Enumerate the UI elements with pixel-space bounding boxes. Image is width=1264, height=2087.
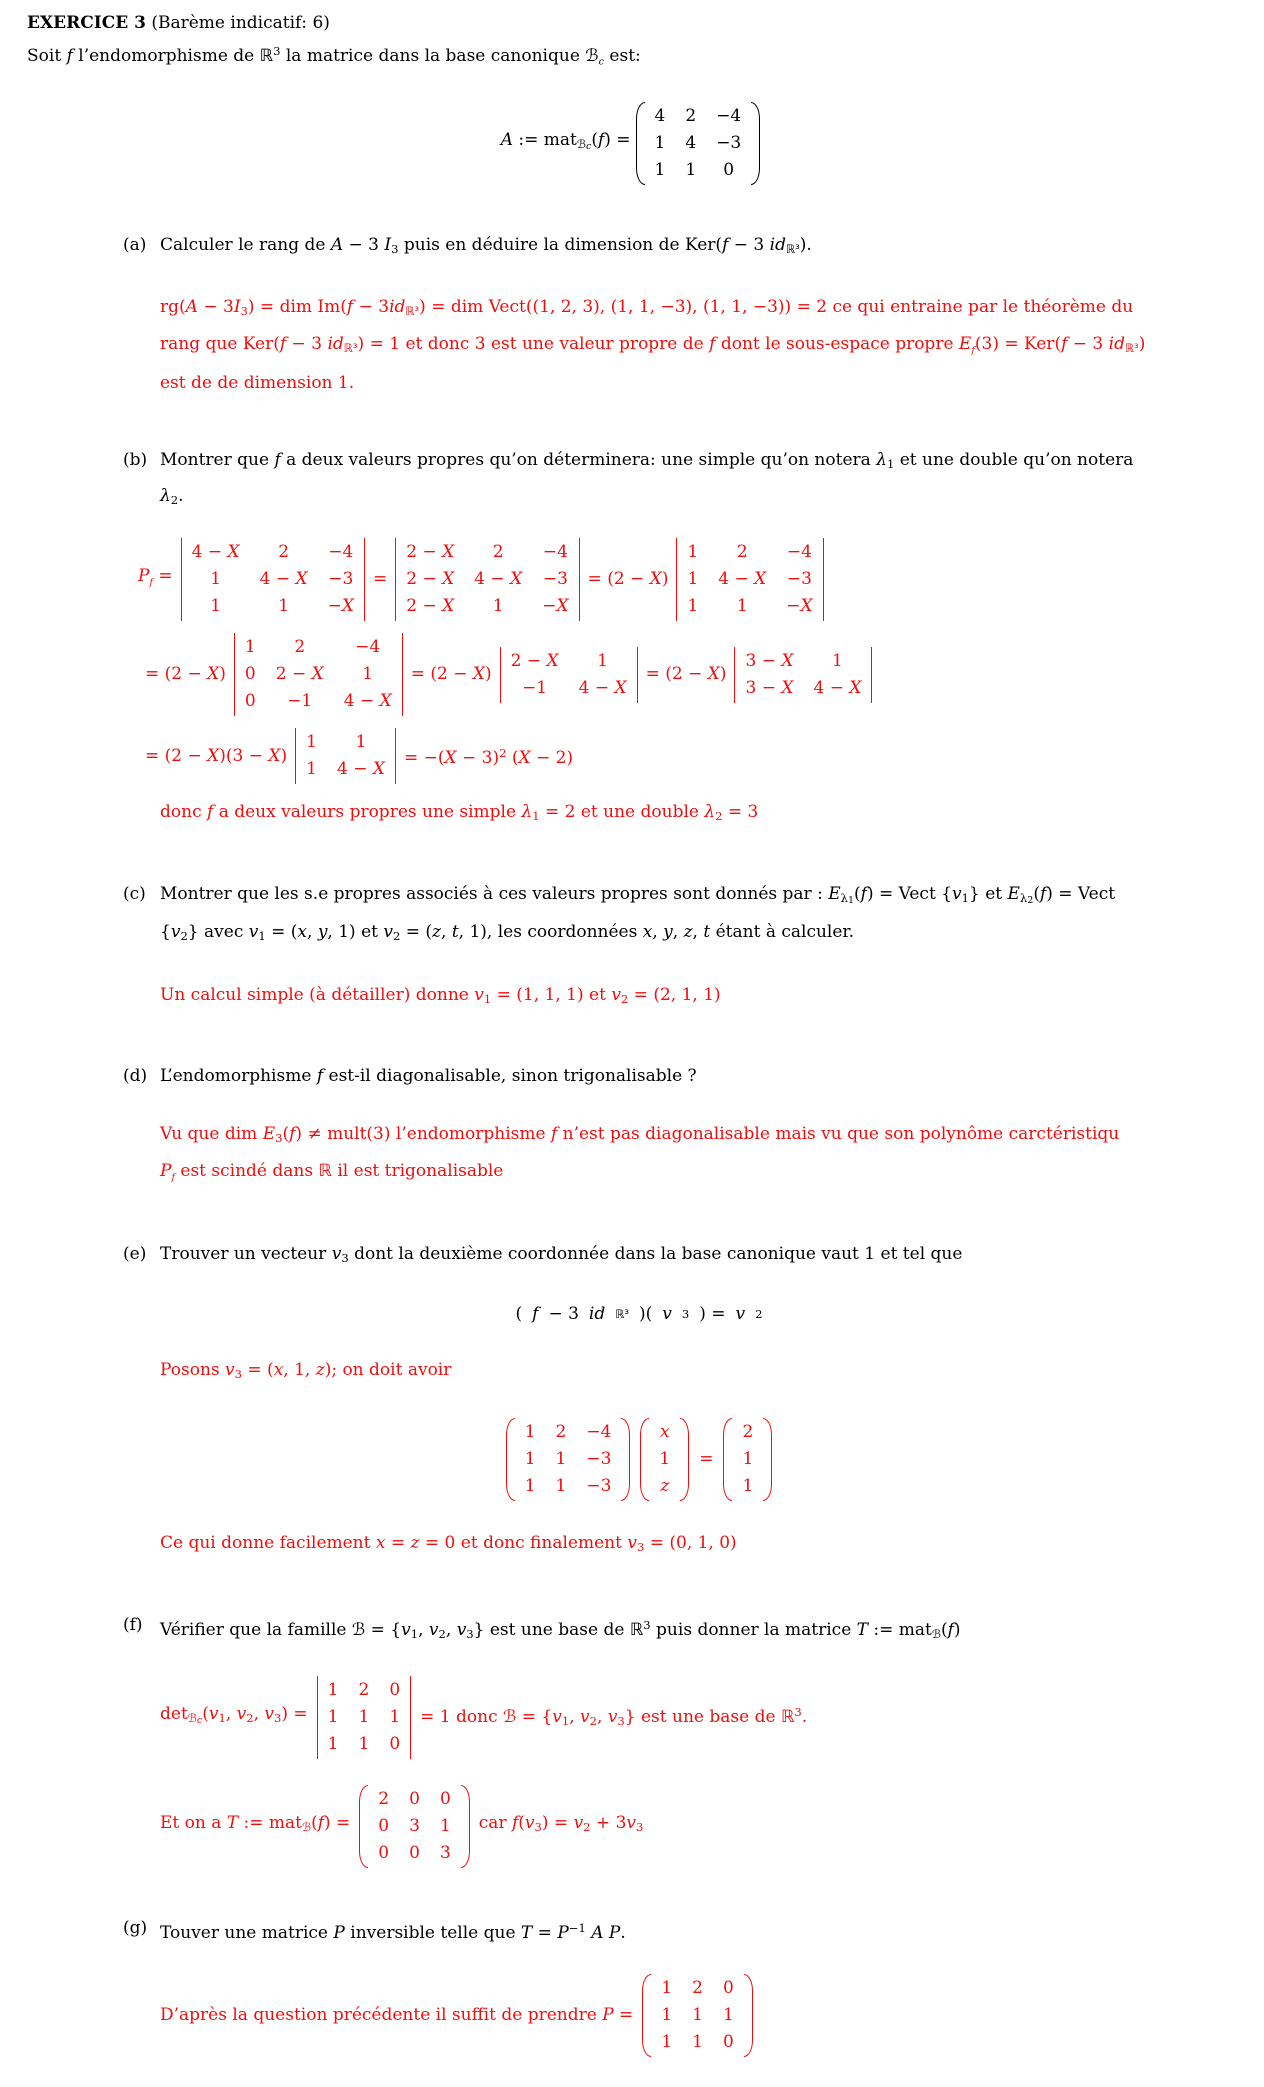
display-equation-f-minus-3id: ( f − 3 id ℝ³ )( v 3 ) = v 2 [515, 1304, 763, 1325]
question-g-text: Touver une matrice P inversible telle que $T = P^{-1}$ A P. [160, 1920, 626, 1943]
matrix-cell: −X [786, 596, 813, 617]
answer-e-end: Ce qui donne facilement x = z = 0 et donc finalement v3 = (0, 1, 0) [160, 1533, 737, 1555]
matrix-cell: 2 [278, 542, 290, 563]
factor-2-minus-X: = (2 − X) [645, 664, 727, 685]
matrix-cell: 1 [244, 637, 256, 658]
item-b [123, 444, 1155, 834]
matrix-cell: 4 − X [578, 677, 627, 698]
matrix-cell: 2 − X [510, 650, 559, 671]
matrix-cell: 1 [692, 2032, 703, 2053]
char-poly-line-3 [145, 728, 1155, 784]
matrix-cell: 2 [378, 1788, 390, 1809]
matrix-A [636, 102, 761, 185]
matrix-cell: 1 [687, 542, 699, 563]
det-basis-rhs: = 1 donc ℬ = {v1, v2, v3} est une base de ℝ$^3$. [420, 1705, 808, 1729]
exercise-title-rest: (Barème indicatif: 6) [145, 13, 330, 33]
question-e-text: Trouver un vecteur v3 dont la deuxième coordonnée dans la base canonique vaut 1 et tel que [160, 1243, 963, 1266]
matrix-cell: 1 [832, 650, 843, 671]
matrix-cell: 1 [355, 732, 367, 753]
matrix-cell: −1 [287, 691, 313, 712]
matrix-cell: 2 [358, 1679, 370, 1700]
matrix-cell: 1 [555, 1449, 567, 1470]
matrix-cell: 4 − X [474, 569, 523, 590]
matrix-cell: 1 [362, 664, 374, 685]
question-e [123, 1238, 1155, 1274]
matrix-cell: 0 [722, 1978, 734, 1999]
matrix-cell: 0 [439, 1788, 451, 1809]
factor-2-minus-X: = (2 − X) [410, 664, 492, 685]
matrix-cell: 2 − X [275, 664, 324, 685]
item-c [123, 878, 1155, 1016]
matrix-cell: 3 − X [745, 677, 794, 698]
matrix-cell: 1 [742, 1476, 754, 1497]
item-c-label: (c) [123, 883, 146, 904]
matrix-cell: 1 [210, 569, 222, 590]
equals-sign: = [372, 569, 388, 590]
intro-text: Soit f l’endomorphisme de ℝ$^3$ la matrice dans la base canonique ℬ$_c$ est: [27, 44, 641, 68]
matrix-cell: 1 [439, 1815, 451, 1836]
matrix-cell: 1 [742, 1449, 754, 1470]
det-factored [676, 538, 823, 621]
matrix-cell: 0 [722, 2032, 734, 2053]
matrix-cell: 2 [555, 1422, 567, 1443]
matrix-cell: 2 [692, 1978, 703, 1999]
matrix-cell: 4 − X [336, 759, 385, 780]
item-a-label: (a) [123, 234, 147, 255]
item-g-label: (g) [123, 1917, 148, 1938]
matrix-M [506, 1418, 631, 1501]
matrix-cell: 1 [327, 1679, 339, 1700]
item-d-label: (d) [123, 1065, 148, 1086]
question-d [123, 1060, 1155, 1092]
question-f [123, 1609, 1155, 1650]
item-g [123, 1912, 1155, 2058]
exercise-title-bold: EXERCICE 3 [27, 13, 146, 33]
matrix-cell: −4 [786, 542, 812, 563]
matrix-cell: 2 [736, 542, 748, 563]
matrix-cell: 1 [327, 1733, 339, 1754]
char-poly-line-2 [145, 633, 1155, 716]
matrix-cell: −4 [716, 105, 742, 126]
answer-d: Vu que dim E3(f) ≠ mult(3) l’endomorphisme f n’est pas diagonalisable mais vu que son polynôme carctéristiqu $P_f$ est scindé dans ℝ il est trigonalisable [160, 1123, 1120, 1183]
det-A-minus-XI [181, 538, 365, 621]
question-d-text: L’endomorphisme f est-il diagonalisable, sinon trigonalisable ? [160, 1065, 697, 1086]
exercise-title [27, 9, 1234, 37]
matrix-A-lhs: A := matℬ$_c$(f) = [500, 129, 631, 152]
matrix-cell: 1 [389, 1706, 401, 1727]
matrix-cell: −3 [586, 1476, 612, 1497]
matrix-cell: 1 [306, 732, 317, 753]
matrix-cell: 0 [244, 664, 256, 685]
matrix-cell: −3 [716, 132, 742, 153]
matrix-cell: 2 − X [406, 596, 455, 617]
answer-f-determinant [160, 1676, 1155, 1759]
matrix-cell: 1 [659, 1449, 671, 1470]
matrix-cell: 2 [294, 637, 306, 658]
matrix-cell: 1 [524, 1476, 536, 1497]
matrix-cell: 3 [409, 1815, 420, 1836]
matrix-cell: 0 [378, 1842, 390, 1863]
matrix-cell: −1 [522, 677, 548, 698]
matrix-cell: 4 − X [259, 569, 308, 590]
matrix-cell: 1 [736, 596, 748, 617]
matrix-cell: 4 − X [718, 569, 767, 590]
matrix-cell: −3 [328, 569, 354, 590]
matrix-P-lhs: D’après la question précédente il suffit de prendre P = [160, 2005, 634, 2026]
factor-2-minus-X: = (2 − X) [145, 664, 226, 685]
matrix-cell: 0 [244, 691, 256, 712]
matrix-cell: −X [327, 596, 354, 617]
question-b [123, 444, 1155, 516]
matrix-cell: −X [542, 596, 569, 617]
matrix-cell: 1 [654, 159, 666, 180]
matrix-cell: 1 [597, 650, 608, 671]
matrix-cell: 2 [492, 542, 504, 563]
question-b-text: Montrer que f a deux valeurs propres qu’on déterminera: une simple qu’on notera λ1 et une double qu’on notera λ2. [160, 449, 1134, 508]
answer-a: rg(A − 3I3) = dim Im(f − 3idℝ³) = dim Vect((1, 2, 3), (1, 1, −3), (1, 1, −3)) = 2 ce qui entraine par le théorème du rang que Ker(f − 3 idℝ³) = 1 et donc 3 est une valeur propre de f dont le sous-espace propre $E_f(3) = Ker(f - 3$ idℝ³) est de de dimension 1. [160, 296, 1146, 393]
matrix-cell: 1 [687, 596, 699, 617]
matrix-cell: 2 [685, 105, 697, 126]
matrix-cell: 4 − X [191, 542, 240, 563]
factor-2X-3X: = (2 − X)(3 − X) [145, 745, 288, 766]
matrix-cell: x [660, 1422, 670, 1443]
matrix-cell: 2 − X [406, 542, 455, 563]
question-f-text: Vérifier que la famille ℬ = {v1, v2, v3} est une base de ℝ$^3$ puis donner la matrice T := matℬ(f) [160, 1617, 961, 1641]
matrix-cell: 1 [661, 2032, 673, 2053]
matrix-cell: 4 − X [343, 691, 392, 712]
matrix-cell: 2 − X [406, 569, 455, 590]
item-e-label: (e) [123, 1243, 147, 1264]
matrix-cell: −3 [542, 569, 568, 590]
det-2x2-second [734, 647, 872, 703]
item-d [123, 1060, 1155, 1194]
matrix-cell: 1 [358, 1706, 370, 1727]
matrix-cell: 2 [742, 1422, 754, 1443]
question-c [123, 878, 1155, 953]
matrix-T-rhs: car f(v3) = v2 + 3v3 [478, 1813, 644, 1835]
item-f [123, 1609, 1155, 1868]
matrix-cell: −4 [355, 637, 381, 658]
matrix-cell: 1 [524, 1422, 536, 1443]
matrix-cell: 0 [389, 1733, 401, 1754]
matrix-cell: 1 [278, 596, 290, 617]
matrix-cell: 0 [409, 1788, 420, 1809]
item-b-label: (b) [123, 449, 148, 470]
matrix-cell: 1 [555, 1476, 567, 1497]
answer-c: Un calcul simple (à détailler) donne v1 = (1, 1, 1) et v2 = (2, 1, 1) [160, 984, 721, 1006]
item-e [123, 1238, 1155, 1565]
matrix-cell: 1 [661, 1978, 673, 1999]
question-g [123, 1912, 1155, 1949]
matrix-cell: 1 [661, 2005, 673, 2026]
matrix-cell: 1 [687, 569, 699, 590]
matrix-cell: 1 [210, 596, 222, 617]
matrix-cell: −4 [586, 1422, 612, 1443]
question-a [123, 229, 1155, 265]
matrix-T-lhs: Et on a T := matℬ(f) = [160, 1813, 351, 1835]
det-2x2-first [500, 647, 638, 703]
matrix-cell: 3 − X [745, 650, 794, 671]
det-basis-lhs: detℬ$_c$(v1, v2, v3) = [160, 1703, 308, 1726]
eigenvalues-conclusion: donc f a deux valeurs propres une simple λ1 = 2 et une double λ2 = 3 [160, 802, 759, 824]
matrix-cell: 1 [327, 1706, 339, 1727]
answer-f-T [160, 1785, 1155, 1868]
matrix-cell: −4 [328, 542, 354, 563]
det-basis-matrix [317, 1676, 411, 1759]
matrix-cell: 1 [492, 596, 504, 617]
matrix-equation-e [123, 1418, 1155, 1501]
matrix-cell: 1 [654, 132, 666, 153]
answer-g [160, 1974, 1155, 2057]
factor-2-minus-X: = (2 − X) [587, 569, 669, 590]
matrix-P [642, 1974, 752, 2057]
matrix-cell: 0 [409, 1842, 420, 1863]
question-a-text: Calculer le rang de A − 3 I3 puis en déduire la dimension de Ker(f − 3 idℝ³). [160, 234, 812, 256]
matrix-cell: 1 [685, 159, 697, 180]
equals-sign: = [699, 1449, 714, 1470]
item-f-label: (f) [123, 1614, 143, 1635]
matrix-cell: 0 [389, 1679, 401, 1700]
char-poly-derivation [138, 538, 1155, 833]
matrix-cell: 3 [439, 1842, 451, 1863]
det-2x2-final [295, 728, 396, 784]
matrix-cell: 1 [692, 2005, 703, 2026]
matrix-cell: 0 [378, 1815, 390, 1836]
answer-e-intro: Posons v3 = (x, 1, z); on doit avoir [160, 1360, 452, 1382]
char-poly-result: = $-(X - 3)^2$ (X − 2) [403, 746, 574, 769]
matrix-cell: 1 [524, 1449, 536, 1470]
matrix-T [359, 1785, 469, 1868]
matrix-cell: 1 [358, 1733, 370, 1754]
matrix-cell: 0 [723, 159, 735, 180]
question-c-text: Montrer que les s.e propres associés à ces valeurs propres sont donnés par : $E\lambda_1(f)$ = Vect {v1} et $E\lambda_2(f)$ = Vect {v2} avec v1 = (x, y, 1) et v2 = (z, t, 1), les coordonnées x, y, z, t étant à calculer. [160, 883, 1116, 944]
matrix-cell: 4 [654, 105, 666, 126]
det-column-sum [395, 538, 579, 621]
matrix-cell: −4 [542, 542, 568, 563]
matrix-cell: 1 [306, 759, 317, 780]
matrix-cell: −3 [586, 1449, 612, 1470]
matrix-cell: 1 [722, 2005, 734, 2026]
display-equation-matrix-A [27, 102, 1234, 185]
char-poly-lhs: $P_f$ = [138, 566, 173, 589]
det-row-reduced [234, 633, 403, 716]
matrix-cell: 4 [685, 132, 697, 153]
matrix-cell: 4 − X [813, 677, 862, 698]
char-poly-line-1 [138, 538, 1155, 621]
matrix-cell: z [660, 1476, 670, 1497]
vector-2-1-1 [723, 1418, 772, 1501]
item-a [123, 229, 1155, 400]
matrix-cell: −3 [786, 569, 812, 590]
vector-x-1-z [640, 1418, 689, 1501]
